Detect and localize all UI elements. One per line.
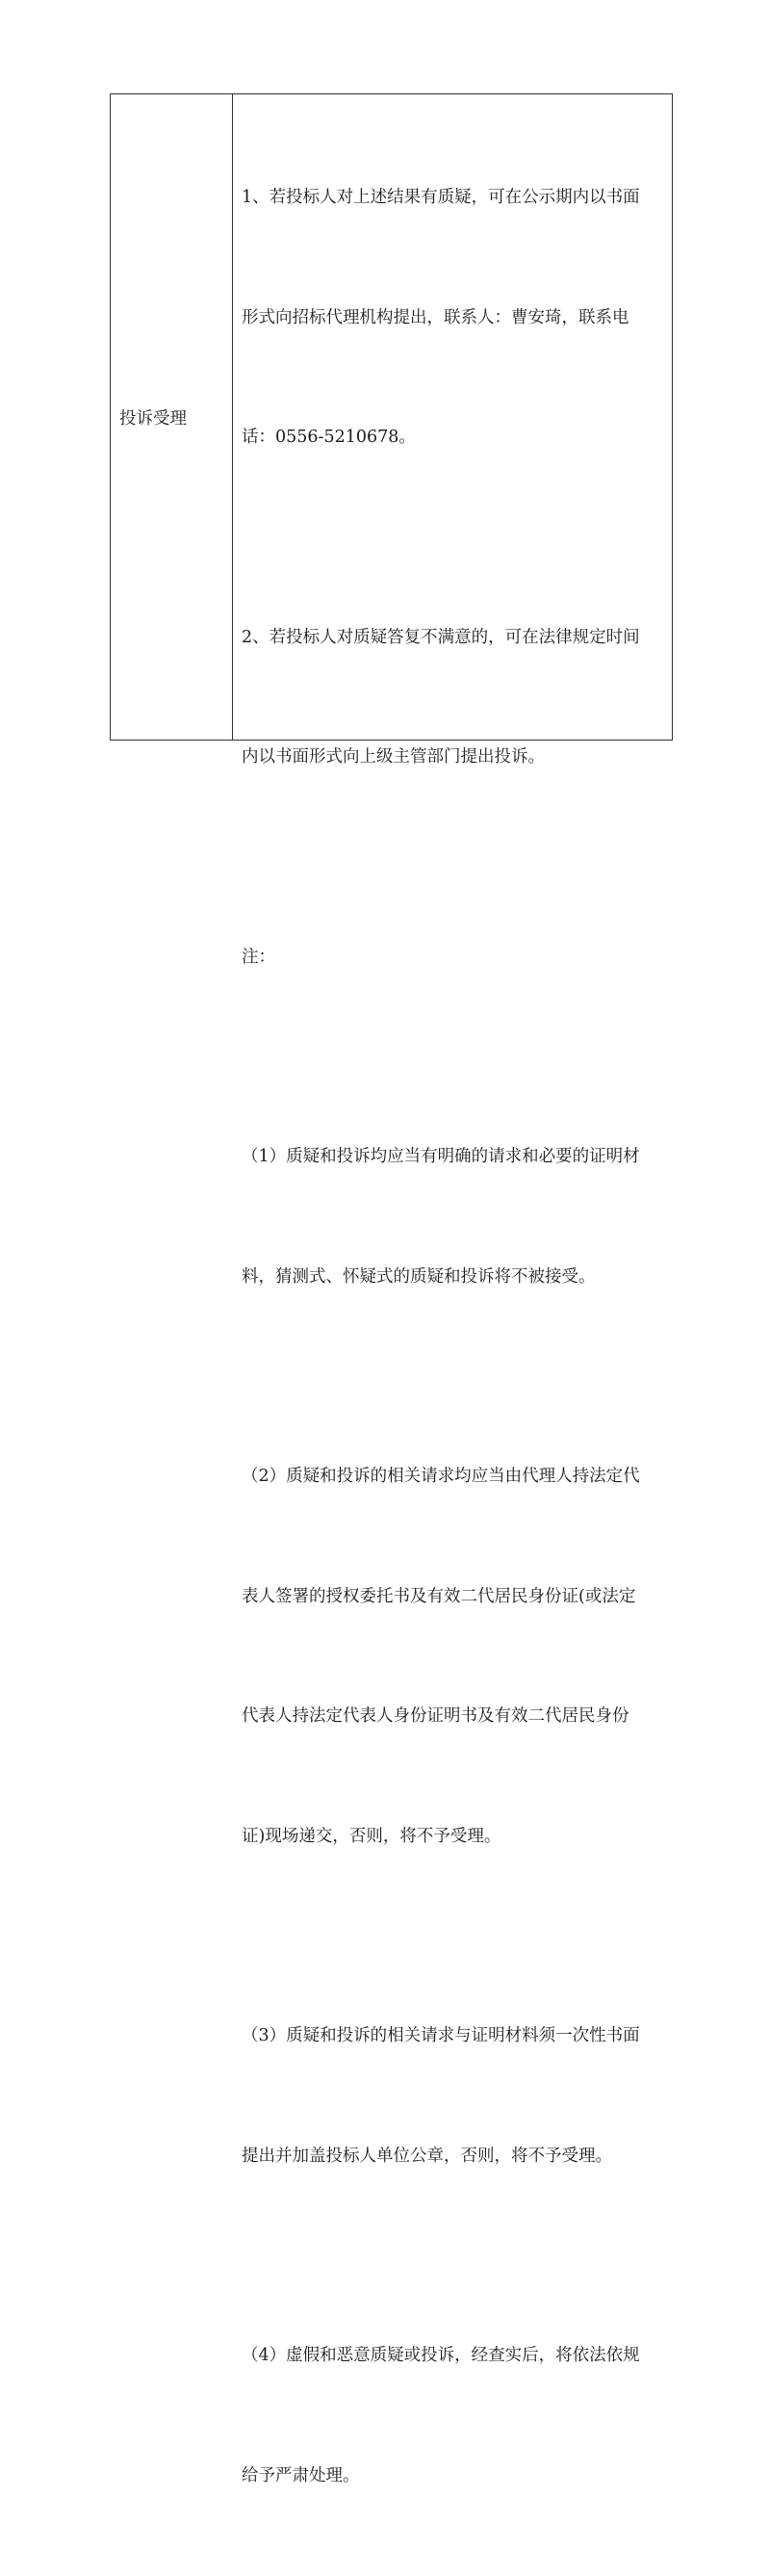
row-label: 投诉受理 [119,408,187,429]
row-label-cell [111,94,233,740]
text-line: 给予严肃处理。 [242,2465,360,2485]
note-heading [242,858,666,1058]
text-line: 内以书面形式向上级主管部门提出投诉。 [242,747,545,767]
text-line: （1）质疑和投诉均应当有明确的请求和必要的证明材 [242,1147,640,1166]
text-line: 1、若投标人对上述结果有质疑，可在公示期内以书面 [242,188,640,207]
text-line: 提出并加盖投标人单位公章，否则，将不予受理。 [242,2146,612,2166]
note-item-1 [242,1057,666,1377]
text-line: （4）虚假和恶意质疑或投诉，经查实后，将依法依规 [242,2346,640,2365]
text-line: 2、若投标人对质疑答复不满意的，可在法律规定时间 [242,627,640,647]
text-line: （2）质疑和投诉的相关请求均应当由代理人持法定代 [242,1467,640,1486]
paragraph-1 [242,98,666,538]
text-line: 表人签署的授权委托书及有效二代居民身份证(或法定 [242,1586,636,1606]
text-line: 注： [242,947,275,967]
note-item-4 [242,2256,666,2576]
text-line: 形式向招标代理机构提出，联系人：曹安琦，联系电 [242,307,629,327]
text-line: 代表人持法定代表人身份证明书及有效二代居民身份 [242,1706,629,1726]
paragraph-2 [242,538,666,858]
text-line: 话：0556-5210678。 [242,428,416,447]
note-item-2 [242,1377,666,1937]
text-line: 证)现场递交，否则，将不予受理。 [242,1826,501,1846]
text-line: （3）质疑和投诉的相关请求与证明材料须一次性书面 [242,2026,640,2045]
complaint-table [110,93,673,2485]
row-content-cell [233,94,672,2485]
text-line: 料，猜测式、怀疑式的质疑和投诉将不被接受。 [242,1266,596,1287]
note-item-3 [242,1937,666,2256]
